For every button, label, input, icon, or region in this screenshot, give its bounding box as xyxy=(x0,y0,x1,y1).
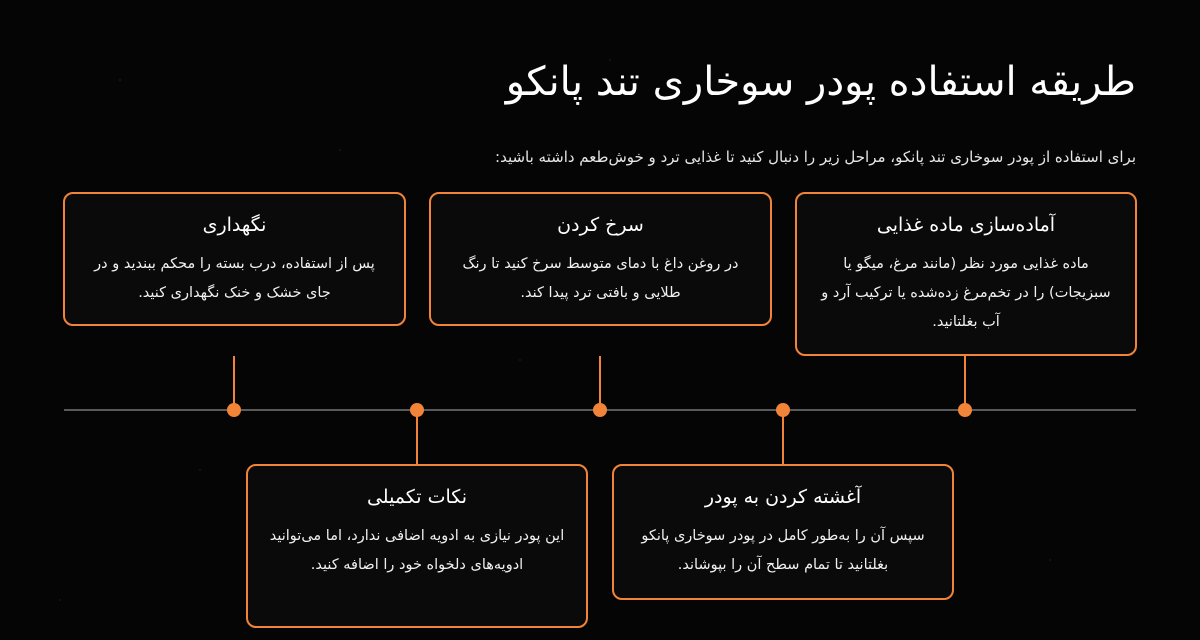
step-text: ماده غذایی مورد نظر (مانند مرغ، میگو یا سبزیجات) را در تخم‌مرغ زده‌شده یا ترکیب آرد و آب بغلتانید. xyxy=(821,256,1111,330)
step-title: نکات تکمیلی xyxy=(366,486,468,508)
step-text: در روغن داغ با دمای متوسط سرخ کنید تا رنگ طلایی و بافتی ترد پیدا کند. xyxy=(462,256,739,301)
step-title: آغشته کردن به پودر xyxy=(704,486,862,508)
step-card-coating xyxy=(612,464,954,600)
timeline-dot xyxy=(776,403,790,417)
step-card-preparation xyxy=(795,192,1137,356)
step-title: سرخ کردن xyxy=(557,214,644,236)
timeline-dot xyxy=(227,403,241,417)
timeline-connector xyxy=(416,410,418,464)
timeline-dot xyxy=(593,403,607,417)
timeline-connector xyxy=(599,356,601,410)
step-title: نگهداری xyxy=(202,214,267,236)
intro-text: برای استفاده از پودر سوخاری تند پانکو، مراحل زیر را دنبال کنید تا غذایی ترد و خوش‌طعم داشته باشید: xyxy=(495,148,1136,166)
timeline-dot xyxy=(410,403,424,417)
step-text: این پودر نیازی به ادویه اضافی ندارد، اما می‌توانید ادویه‌های دلخواه خود را اضافه کنید. xyxy=(269,528,565,573)
step-card-storage xyxy=(63,192,406,326)
page-title: طریقه استفاده پودر سوخاری تند پانکو xyxy=(505,59,1136,105)
timeline-connector xyxy=(782,410,784,464)
step-text: سپس آن را به‌طور کامل در پودر سوخاری پانکو بغلتانید تا تمام سطح آن را بپوشاند. xyxy=(641,528,925,573)
timeline-connector xyxy=(964,354,966,410)
step-card-tips xyxy=(246,464,588,628)
step-card-frying xyxy=(429,192,772,326)
timeline-dot xyxy=(958,403,972,417)
step-title: آماده‌سازی ماده غذایی xyxy=(876,214,1056,236)
timeline-connector xyxy=(233,356,235,410)
step-text: پس از استفاده، درب بسته را محکم ببندید و در جای خشک و خنک نگهداری کنید. xyxy=(94,256,375,301)
